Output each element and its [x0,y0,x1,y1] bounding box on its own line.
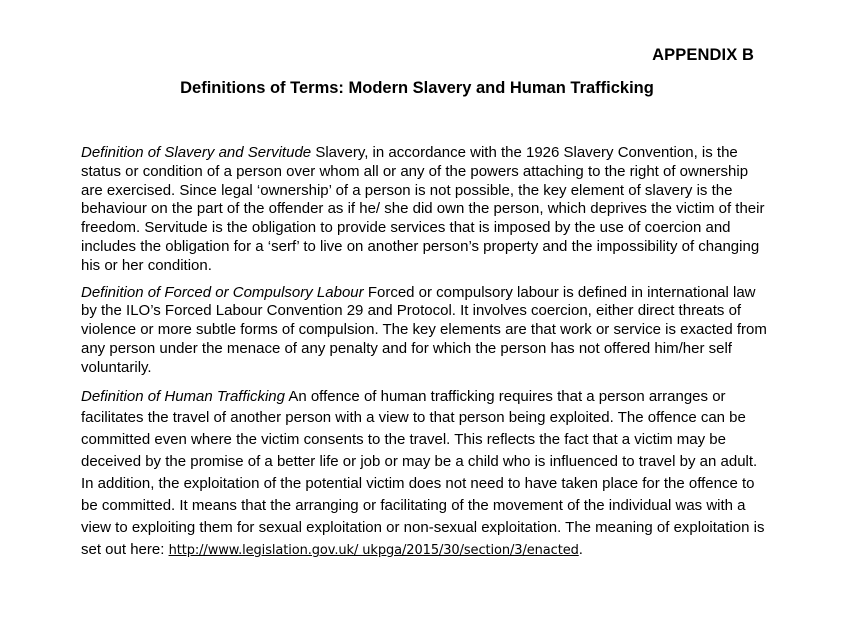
definition-text: Forced or compulsory labour is defined in international law by the ILO’s Forced Labour Convention 29 and Protocol. It involves coercion, either direct threats of violence or more subtle forms of compulsion. The key elements are that work or service is exacted from any person under the menace of any penalty and for which the person has not offered him/her self voluntarily. [81,283,767,376]
definitions-section [81,144,769,562]
link-trailing-punctuation: . [578,540,583,558]
legislation-link[interactable]: http://www.legislation.gov.uk/ ukpga/2015/30/section/3/enacted [168,542,579,558]
definition-forced-labour [81,284,769,378]
page-title: Definitions of Terms: Modern Slavery and Human Trafficking [180,79,654,97]
definition-slavery-servitude [81,144,769,276]
definition-text: An offence of human trafficking requires that a person arranges or facilitates the travel of another person with a view to that person being exploited. The offence can be committed even where the victim consents to the travel. This reflects the fact that a victim may be deceived by the promise of a better life or job or may be a child who is influenced to travel by an adult. In addition, the exploitation of the potential victim does not need to have taken place for the offence to be committed. It means that the arranging or facilitating of the movement of the individual was with a view to exploiting them for sexual exploitation or non-sexual exploitation. The meaning of exploitation is set out here: [81,387,765,558]
definition-term: Definition of Human Trafficking [81,387,285,405]
definition-term: Definition of Slavery and Servitude [81,144,312,161]
appendix-label: APPENDIX B [652,46,754,64]
definition-text: Slavery, in accordance with the 1926 Slavery Convention, is the status or condition of a person over whom all or any of the powers attaching to the right of ownership are exercised. Since legal ‘ownership’ of a person is not possible, the key element of slavery is the behaviour on the part of the offender as if he/ she did own the person, which deprives the victim of their freedom. Servitude is the obligation to provide services that is imposed by the use of coercion and includes the obligation for a ‘serf’ to live on another person’s property and the impossibility of changing his or her condition. [81,144,765,274]
definition-term: Definition of Forced or Compulsory Labour [81,283,364,301]
definition-human-trafficking [81,386,769,562]
